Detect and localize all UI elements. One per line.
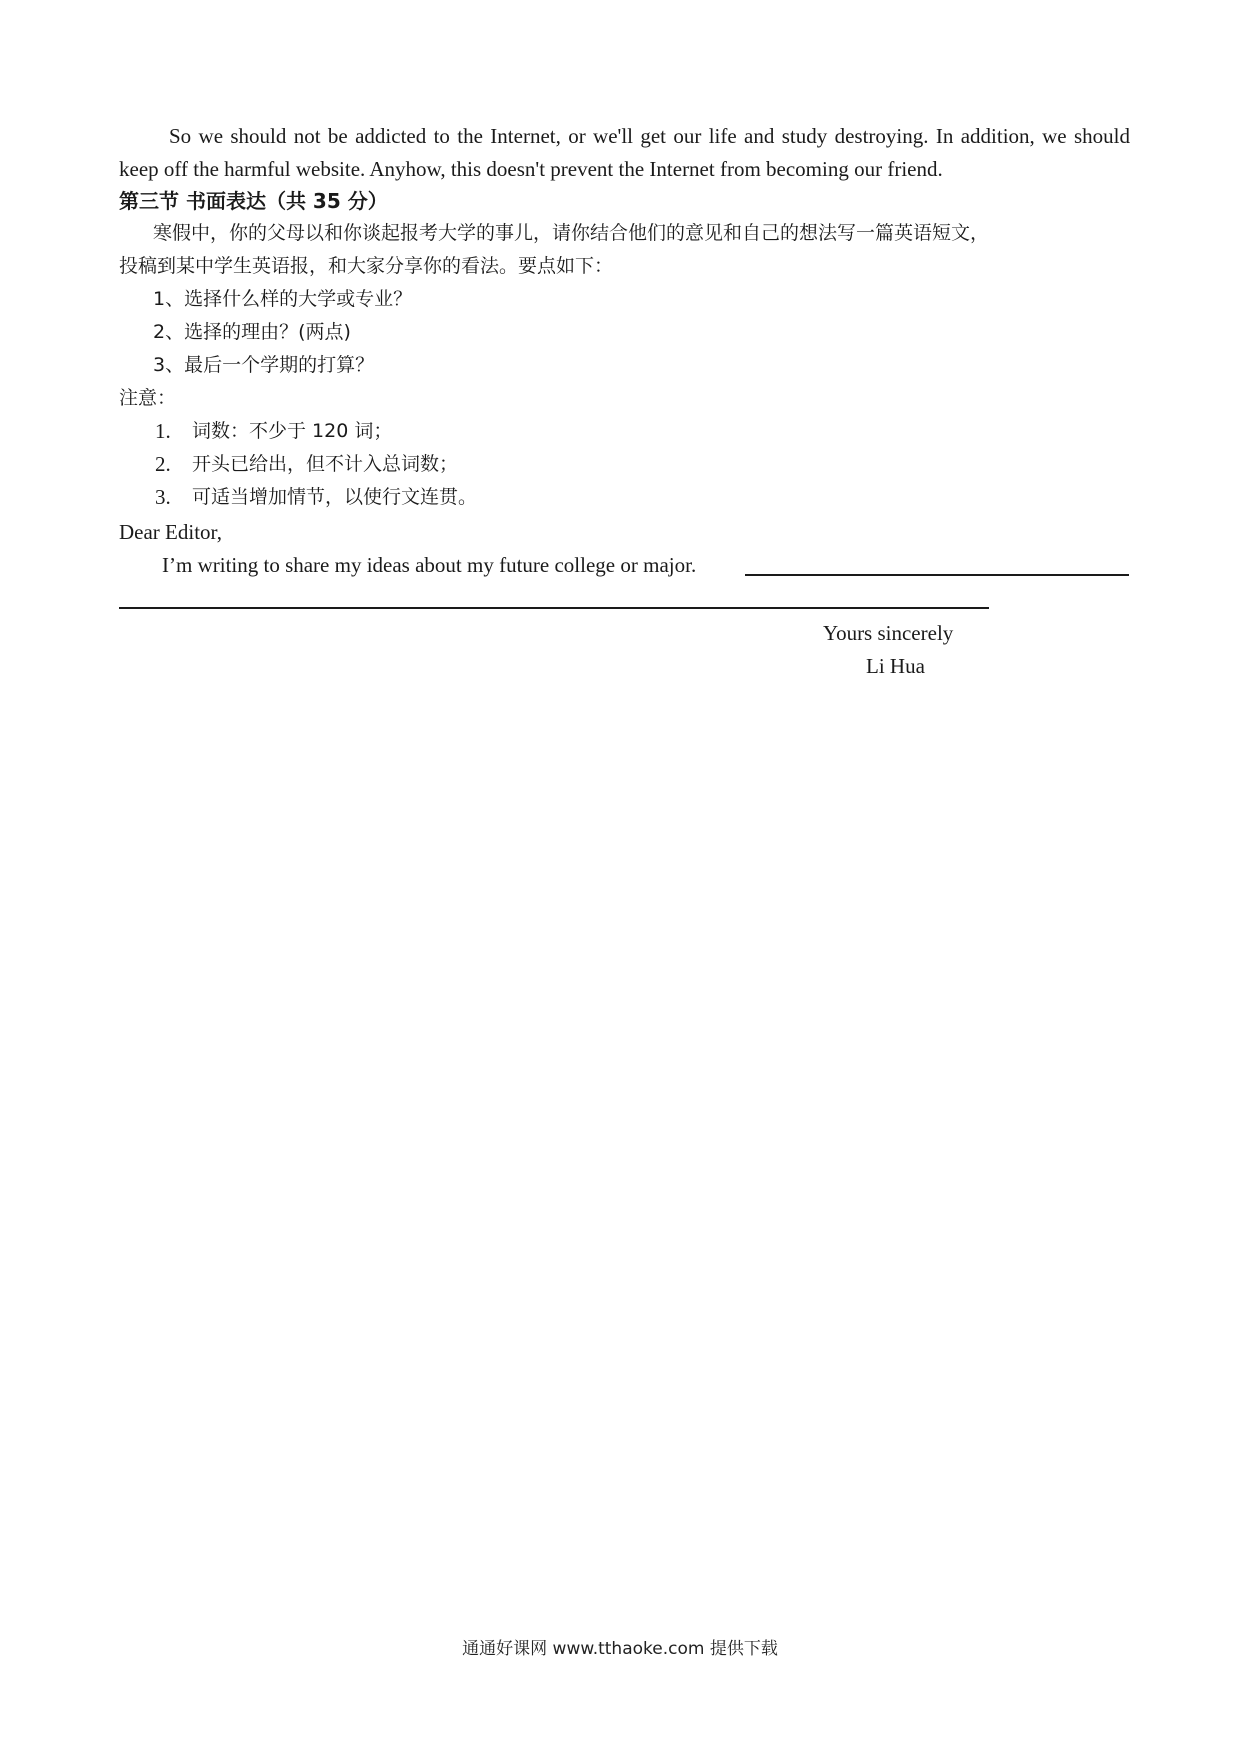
notes-label: 注意： [119,387,177,409]
letter-signature: Li Hua [866,654,925,678]
note-text: 词数：不少于 120 词； [192,420,393,442]
point-item: 1、选择什么样的大学或专业？ [153,288,413,310]
answer-blank-line [119,607,989,609]
point-item: 2、选择的理由？(两点) [153,321,351,343]
note-text: 开头已给出，但不计入总词数； [192,453,459,475]
page-footer: 通通好课网 www.tthaoke.com 提供下载 [462,1639,778,1659]
passage-paragraph: So we should not be addicted to the Internet, or we'll get our life and study destroying. In addition, we should keep off the harmful website. Anyhow, this doesn't prevent the Internet from becoming our friend. [119,124,1130,181]
note-number: 3. [155,485,171,509]
letter-closing: Yours sincerely [823,621,954,645]
note-text: 可适当增加情节，以使行文连贯。 [192,486,478,508]
letter-salutation: Dear Editor, [119,520,222,544]
answer-blank-line [745,574,1129,576]
letter-opening: I’m writing to share my ideas about my future college or major. [162,553,697,577]
section-title: 第三节 书面表达（共 35 分） [119,189,388,213]
prompt-line-1: 寒假中，你的父母以和你谈起报考大学的事儿，请你结合他们的意见和自己的想法写一篇英语短文， [153,222,990,244]
note-number: 1. [155,419,171,443]
note-number: 2. [155,452,171,476]
prompt-line-2: 投稿到某中学生英语报，和大家分享你的看法。要点如下： [119,255,614,277]
point-item: 3、最后一个学期的打算？ [153,354,375,376]
